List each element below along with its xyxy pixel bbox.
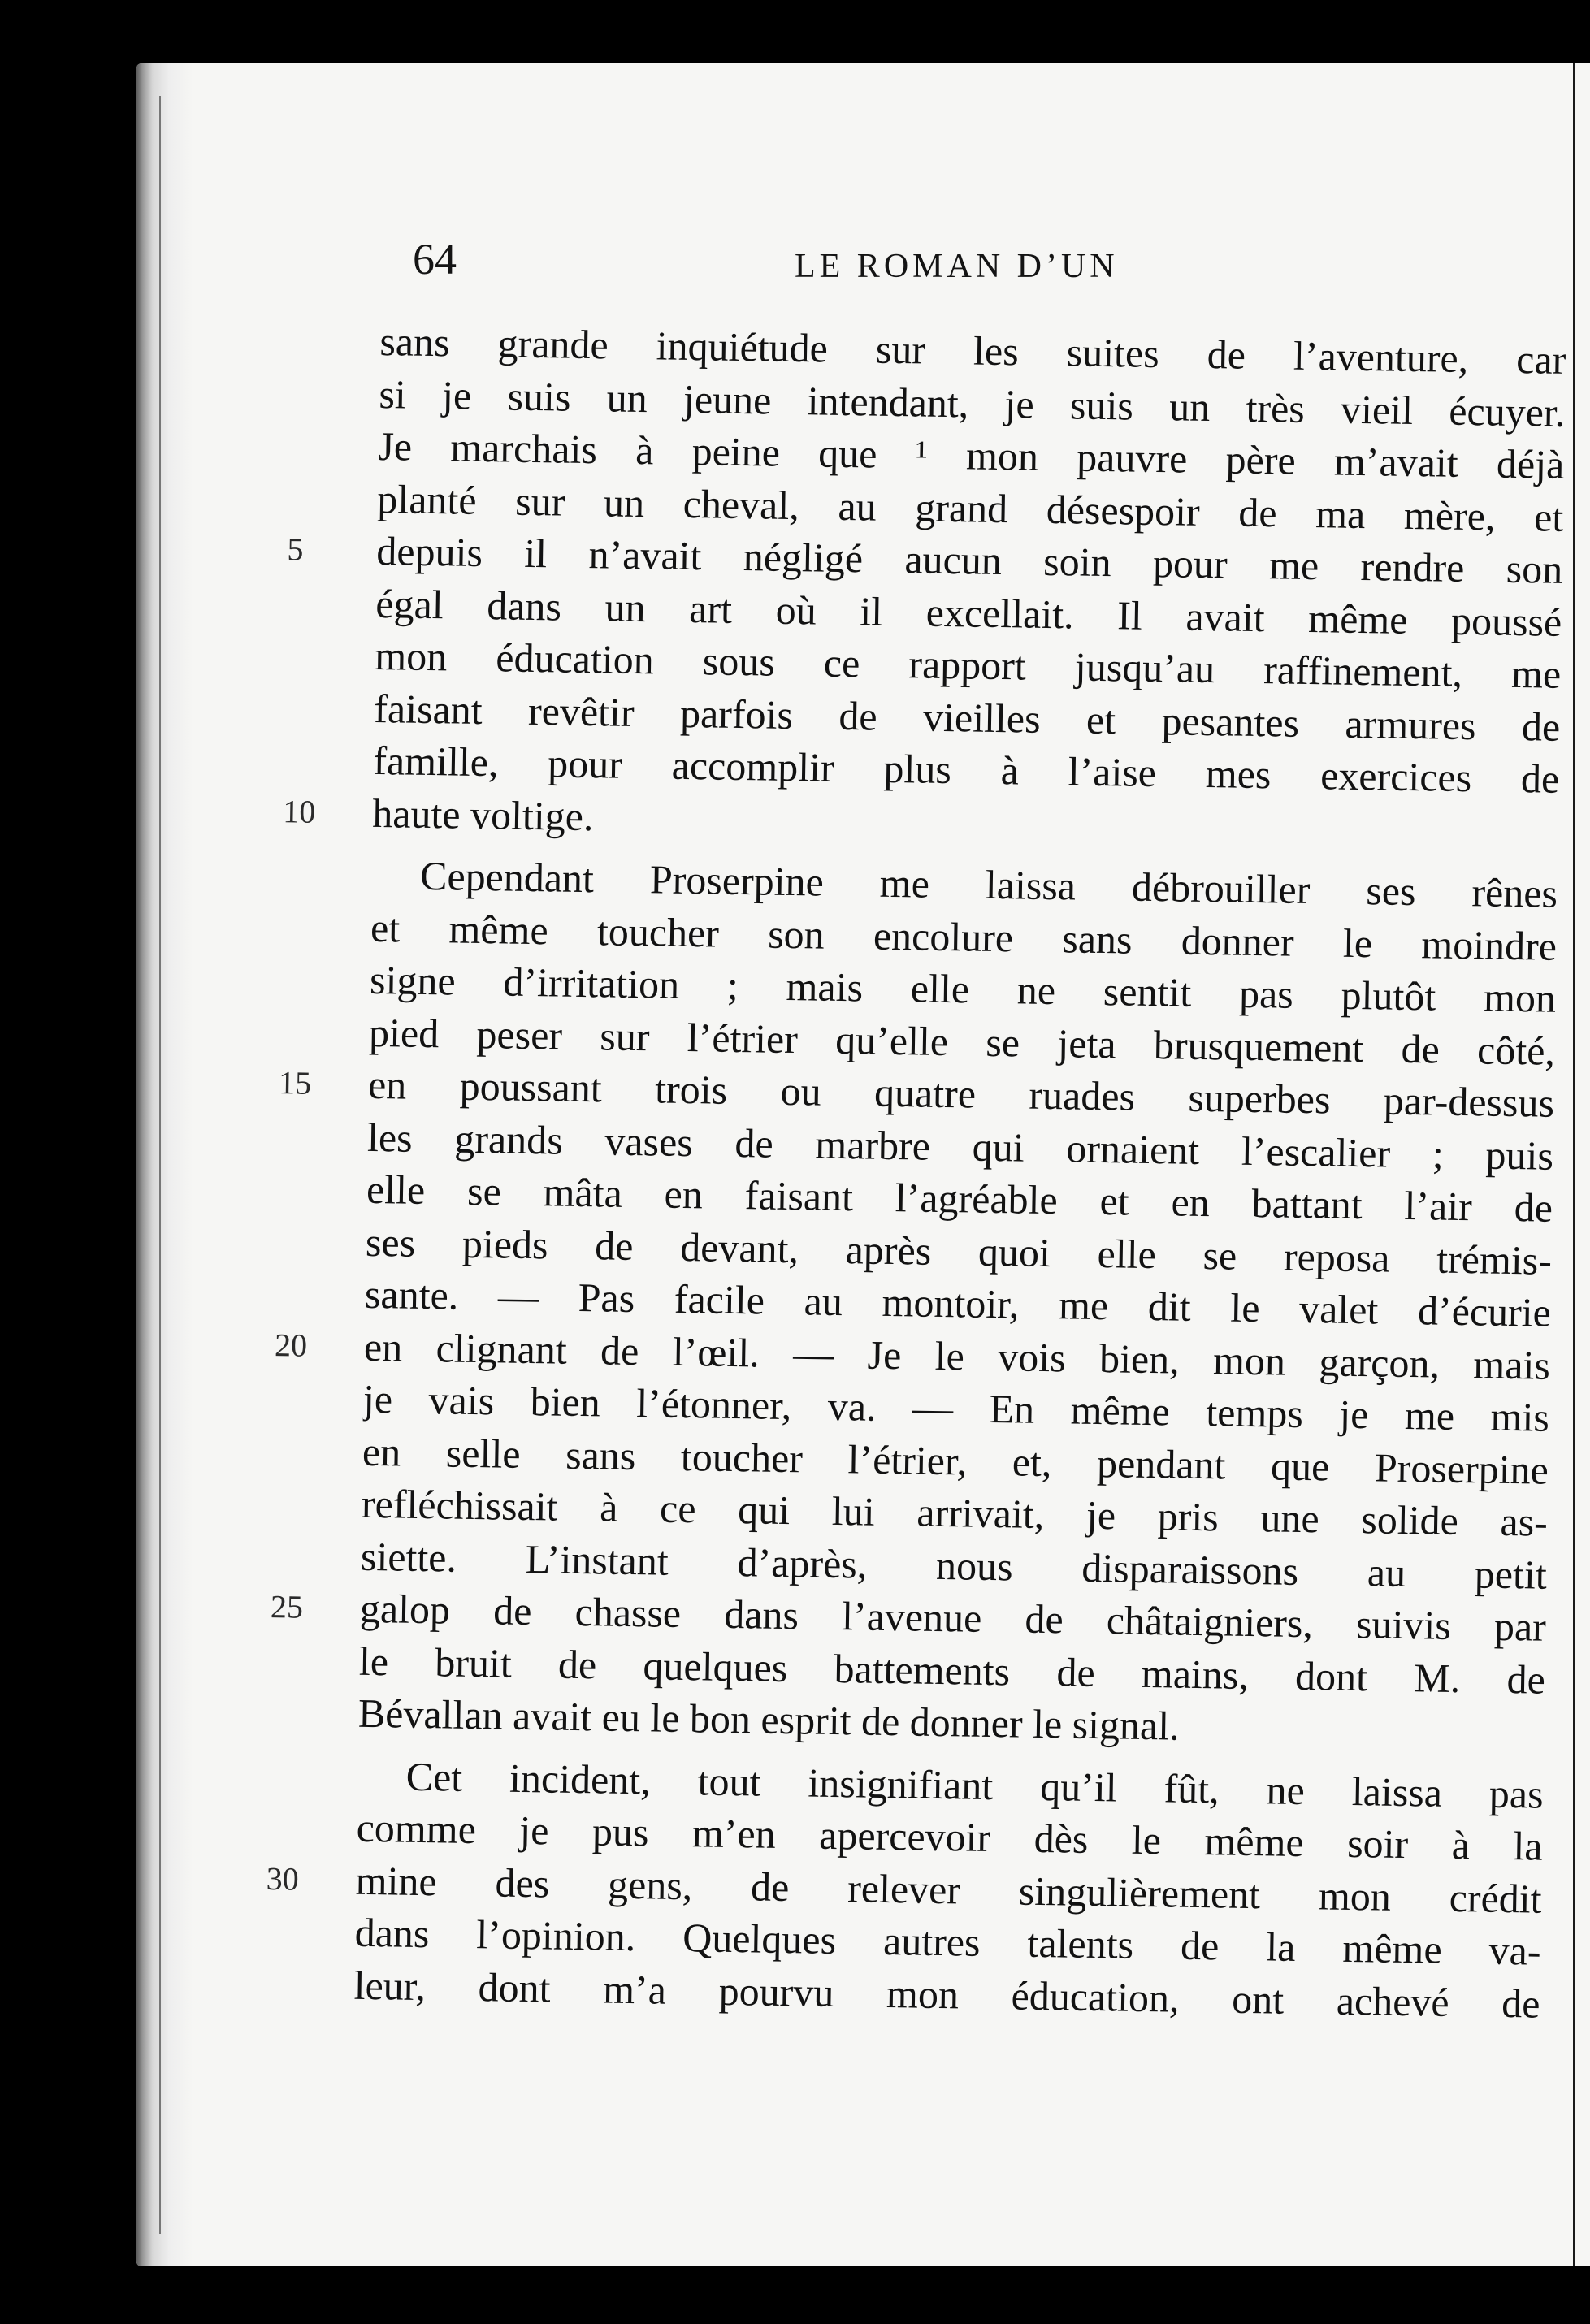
line-text: comme je pus m’en apercevoir dès le même soir à la <box>356 1804 1544 1869</box>
line-text: égal dans un art où il excellait. Il avait même poussé <box>375 580 1562 645</box>
running-head: LE ROMAN D’UN <box>795 248 1119 285</box>
line-text: en poussant trois ou quatre ruades superbes par-dessus <box>367 1061 1555 1126</box>
book-page <box>136 63 1590 2266</box>
line-text: le bruit de quelques battements de mains, dont M. de <box>358 1638 1546 1703</box>
line-number <box>284 733 357 734</box>
line-text: mine des gens, de relever singulièrement mon crédit <box>355 1857 1542 1922</box>
line-number <box>289 418 362 419</box>
line-text: Cet incident, tout insignifiant qu’il fût, ne laissa pas <box>405 1753 1545 1817</box>
line-text: leur, dont m’a pourvu mon éducation, ont achevé de <box>353 1962 1540 2027</box>
line-text: Je marchais à peine que ¹ mon pauvre père m’avait déjà <box>378 422 1565 487</box>
line-number: 15 <box>278 1064 312 1101</box>
line-number <box>272 1529 345 1530</box>
line-text: galop de chasse dans l’avenue de châtaigniers, suivis par <box>359 1585 1547 1650</box>
line-number <box>283 847 356 848</box>
line-text: famille, pour accomplir plus à l’aise mes exercices de <box>372 737 1560 802</box>
line-number: 30 <box>266 1859 300 1898</box>
page-header <box>413 234 1323 307</box>
line-text: haute voltige. <box>371 790 594 839</box>
line-number <box>288 471 362 472</box>
line-number <box>268 1748 341 1749</box>
line-number <box>273 1476 346 1477</box>
line-text: et même toucher son encolure sans donner le moindre <box>370 904 1558 969</box>
line-text: mon éducation sous ce rapport jusqu’au raffinement, me <box>374 632 1562 697</box>
line-text: elle se mâta en faisant l’agréable et en battant l’air de <box>366 1166 1553 1231</box>
line-number <box>274 1424 347 1425</box>
body-text <box>266 315 1566 2030</box>
line-text: refléchissait à ce qui lui arrivait, je pris une solide as- <box>361 1480 1549 1545</box>
line-text: sans grande inquiétude sur les suites de l’aventure, car <box>379 318 1566 383</box>
line-text: faisant revêtir parfois de vieilles et pesantes armures de <box>373 685 1561 750</box>
line-text: dans l’opinion. Quelques autres talents de la même va- <box>354 1909 1541 1974</box>
line-number <box>280 1005 353 1006</box>
spine-edge <box>159 96 161 2234</box>
line-text: Cependant Proserpine me laissa débrouiller ses rênes <box>419 852 1558 916</box>
line-number <box>267 1800 340 1801</box>
line-text: planté sur un cheval, au grand désespoir de ma mère, et <box>377 475 1564 540</box>
line-number <box>285 681 358 682</box>
line-text: en selle sans toucher l’étrier, et, pendant que Proserpine <box>362 1428 1549 1493</box>
line-number: 20 <box>274 1326 308 1364</box>
spine-shadow <box>136 63 193 2266</box>
line-text: les grands vases de marbre qui ornaient l’escalier ; puis <box>366 1114 1554 1179</box>
line-number <box>286 628 359 629</box>
page-number: 64 <box>413 235 457 283</box>
line-text: je vais bien l’étonner, va. — En même temps je me mis <box>362 1375 1550 1440</box>
page-edge <box>1573 63 1575 2266</box>
line-text: pied peser sur l’étrier qu’elle se jeta brusquement de côté, <box>368 1009 1556 1074</box>
line-text: siette. L’instant d’après, nous disparaissons au petit <box>360 1533 1548 1598</box>
line-text: signe d’irritation ; mais elle ne sentit pas plutôt mon <box>369 956 1557 1021</box>
line-text: Bévallan avait eu le bon esprit de donner le signal. <box>357 1690 1181 1749</box>
line-number: 10 <box>283 792 316 830</box>
line-number <box>281 952 354 953</box>
line-number <box>282 900 355 901</box>
line-text: depuis il n’avait négligé aucun soin pour me rendre son <box>376 527 1563 592</box>
line-number: 25 <box>270 1588 304 1625</box>
line-number <box>276 1266 349 1267</box>
line-text: ses pieds de devant, après quoi elle se reposa trémis- <box>365 1218 1553 1283</box>
line-text: si je suis un jeune intendant, je suis un très vieil écuyer. <box>379 370 1566 435</box>
line-text: sante. — Pas facile au montoir, me dit le valet d’écurie <box>364 1270 1552 1335</box>
line-number: 5 <box>287 530 304 568</box>
line-number <box>290 366 363 367</box>
line-text: en clignant de l’œil. — Je le vois bien, mon garçon, mais <box>363 1323 1551 1388</box>
line-number <box>277 1214 350 1215</box>
